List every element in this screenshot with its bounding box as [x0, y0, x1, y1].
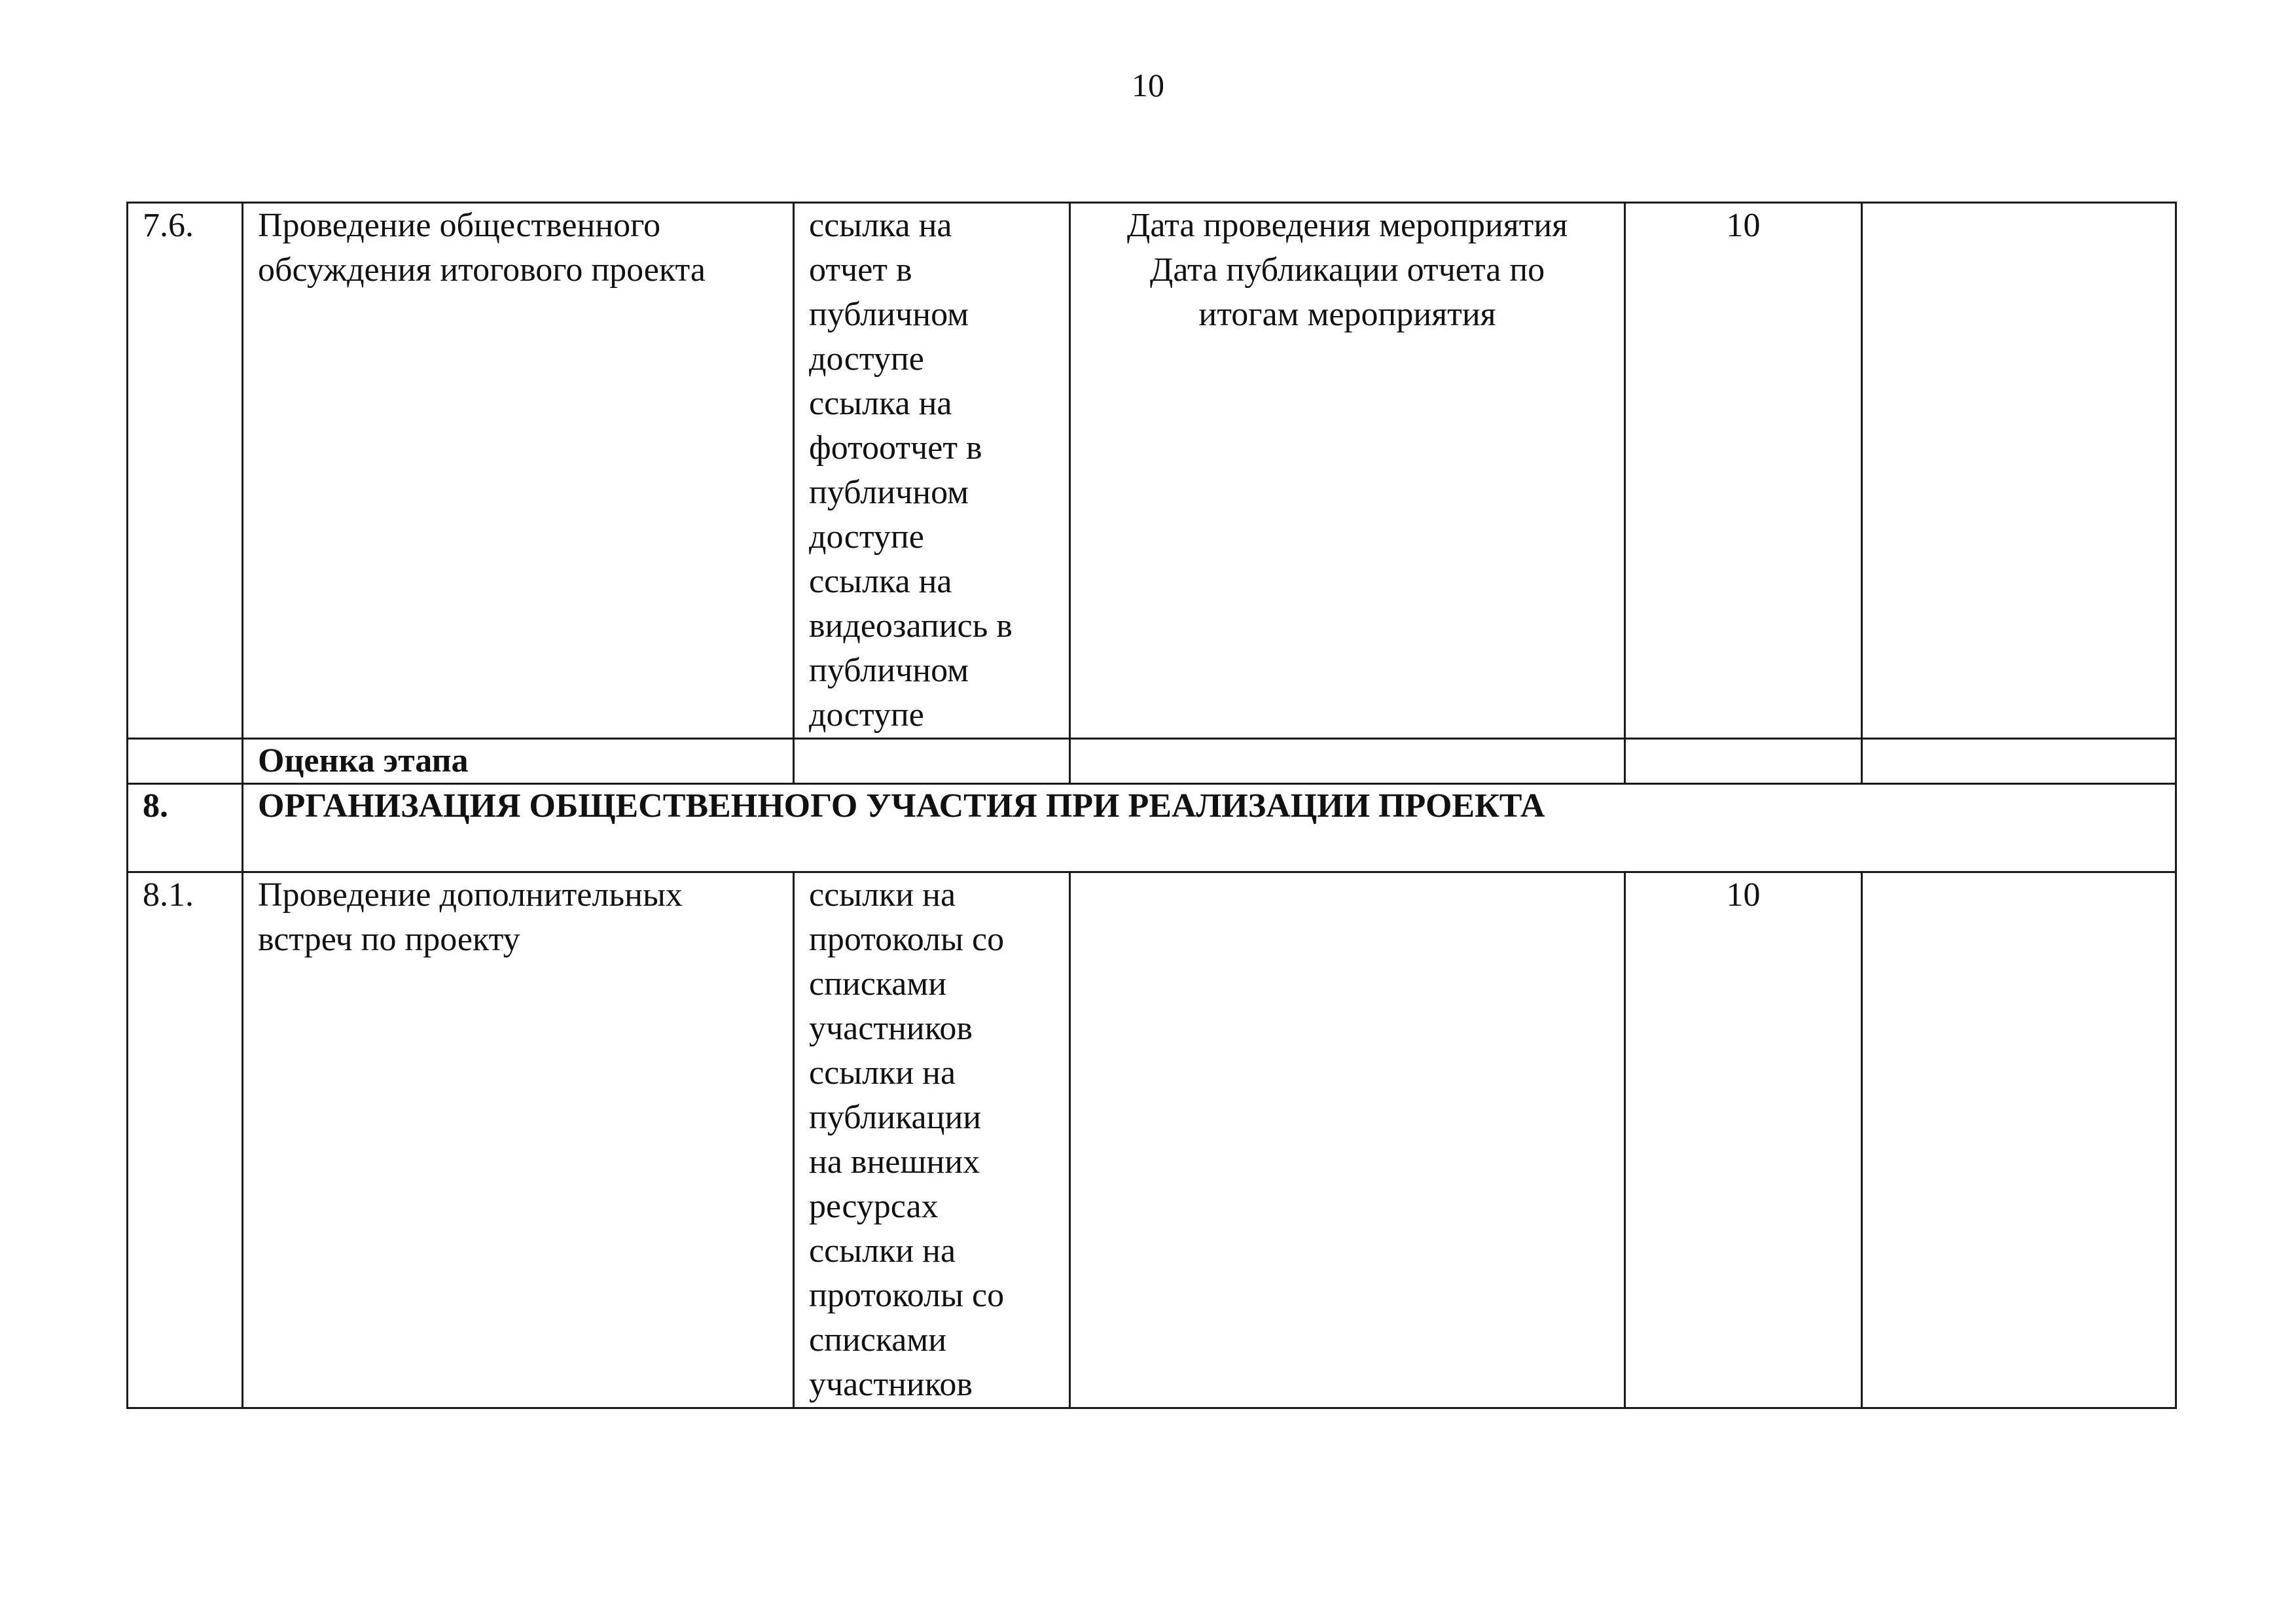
table-row-stage-evaluation: [128, 739, 2176, 784]
item-number: 7.6.: [128, 203, 243, 739]
item-score: 10: [1625, 872, 1862, 1408]
stage-evaluation-label: Оценка этапа: [243, 739, 794, 784]
page-number: 10: [1132, 67, 1164, 103]
item-extra: [1862, 872, 2176, 1408]
item-extra: [1862, 203, 2176, 739]
item-dates: Дата проведения мероприятия Дата публикации отчета по итогам мероприятия: [1070, 203, 1625, 739]
empty-cell: [1625, 739, 1862, 784]
item-dates: [1070, 872, 1625, 1408]
item-evidence: ссылки на протоколы со списками участников ссылки на публикации на внешних ресурсах ссылки на протоколы со списками участников: [794, 872, 1070, 1408]
item-name: Проведение дополнительных встреч по проекту: [243, 872, 794, 1408]
table-row: [128, 872, 2176, 1408]
empty-cell: [1070, 739, 1625, 784]
section-title: ОРГАНИЗАЦИЯ ОБЩЕСТВЕННОГО УЧАСТИЯ ПРИ РЕАЛИЗАЦИИ ПРОЕКТА: [243, 784, 2176, 872]
table-row: [128, 203, 2176, 739]
empty-cell: [1862, 739, 2176, 784]
item-number: 8.1.: [128, 872, 243, 1408]
criteria-table: [126, 202, 2177, 1409]
item-score: 10: [1625, 203, 1862, 739]
item-name: Проведение общественного обсуждения итогового проекта: [243, 203, 794, 739]
table-row-section: [128, 784, 2176, 872]
section-number: 8.: [128, 784, 243, 872]
empty-cell: [128, 739, 243, 784]
item-evidence: ссылка на отчет в публичном доступе ссылка на фотоотчет в публичном доступе ссылка на видеозапись в публичном доступе: [794, 203, 1070, 739]
empty-cell: [794, 739, 1070, 784]
